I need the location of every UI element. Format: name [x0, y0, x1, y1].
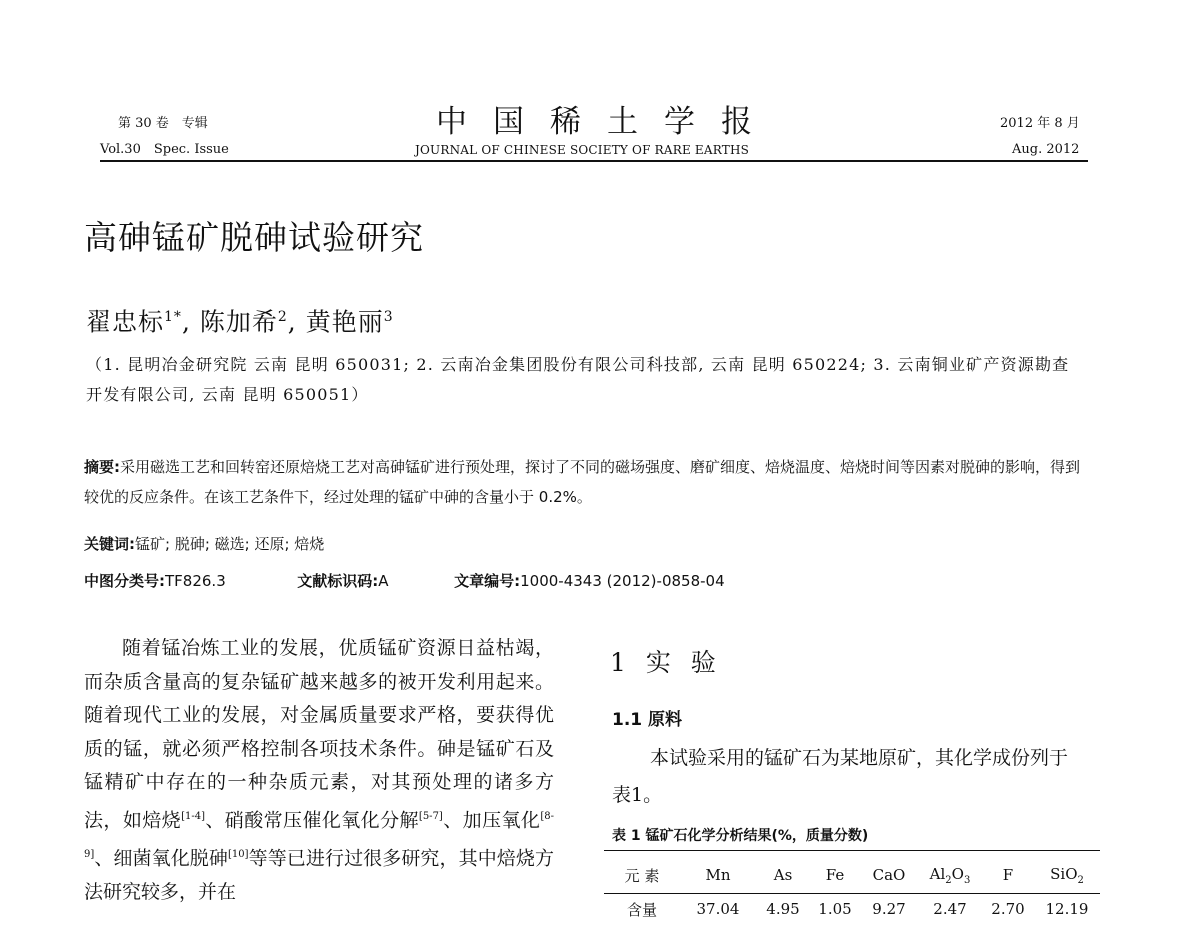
abstract: [84, 452, 1089, 512]
affiliations: （1. 昆明冶金研究院 云南 昆明 650031; 2. 云南冶金集团股份有限公司科技部, 云南 昆明 650224; 3. 云南铜业矿产资源勘查开发有限公司, 云南 昆明 650051）: [86, 355, 1070, 404]
author-affil-mark: 1*: [164, 309, 182, 325]
clc-value: TF826.3: [165, 572, 226, 590]
date-cn: 2012 年 8 月: [1000, 116, 1080, 131]
doc-code-value: A: [378, 572, 389, 590]
header-rule: [100, 160, 1088, 162]
materials-text: 本试验采用的锰矿石为某地原矿，其化学成份列于表1。: [612, 747, 1069, 806]
intro-text: 、加压氧化: [442, 809, 541, 832]
journal-title-cn: 中国稀土学报: [436, 104, 778, 140]
table-header-cell: [1034, 858, 1100, 892]
date-en: Aug. 2012: [1012, 142, 1080, 157]
article-title: 高砷锰矿脱砷试验研究: [84, 218, 424, 257]
author-affil-mark: 2: [277, 309, 288, 325]
author-separator: ,: [181, 307, 200, 337]
intro-paragraph: [84, 632, 554, 909]
table-header-cell: CaO: [872, 866, 906, 884]
article-no-value: 1000-4343 (2012)-0858-04: [520, 572, 725, 590]
journal-title-en: JOURNAL OF CHINESE SOCIETY OF RARE EARTHS: [415, 143, 750, 157]
table-header-cell: 元 素: [624, 866, 660, 885]
volume-cn: 第 30 卷 专辑: [118, 116, 208, 131]
author-separator: ,: [287, 307, 306, 337]
sio2-label: SiO$_2$: [1050, 864, 1084, 886]
table-cell: 37.04: [696, 900, 740, 918]
table-row: [604, 892, 1100, 926]
table-cell: 12.19: [1045, 900, 1089, 918]
table-cell: 1.05: [818, 900, 852, 918]
author-name: 陈加希: [199, 307, 278, 337]
table-header-cell: Mn: [705, 866, 731, 884]
author-name: 黄艳丽: [305, 307, 384, 337]
classification-line: [84, 566, 1089, 596]
al2o3-label: $Al_2O_3$: [929, 864, 971, 886]
table-top-rule: [604, 850, 1100, 851]
intro-text: 、细菌氧化脱砷: [94, 847, 228, 870]
keywords-label: 关键词:: [84, 535, 135, 553]
materials-paragraph: [612, 740, 1084, 814]
intro-text: 等等已进行过很多研究，其中焙烧方法研究较多，并在: [84, 847, 554, 903]
article-no-label: 文章编号:: [454, 572, 521, 590]
table-cell: 4.95: [766, 900, 800, 918]
table-header-cell: Fe: [825, 866, 845, 884]
keywords: [84, 529, 1089, 559]
author-list: [86, 302, 394, 337]
table-row-label: 含量: [626, 900, 657, 919]
citation: [8-9]: [84, 810, 554, 860]
table-cell: 2.70: [991, 900, 1025, 918]
citation: [5-7]: [418, 810, 443, 822]
table-header-cell: F: [1002, 866, 1014, 884]
chem-table: [604, 858, 1100, 926]
citation: [1-4]: [181, 810, 205, 822]
author-name: 翟忠标: [86, 307, 165, 337]
intro-text: 、硝酸常压催化氧化分解: [204, 809, 419, 832]
subsection-heading: 1.1 原料: [612, 710, 683, 730]
section-heading: 1 实 验: [610, 648, 722, 677]
keywords-text: 锰矿; 脱砷; 磁选; 还原; 焙烧: [135, 535, 325, 553]
table-cell: 9.27: [872, 900, 906, 918]
doc-code-label: 文献标识码:: [297, 572, 379, 590]
table-header-cell: As: [773, 866, 793, 884]
clc-label: 中图分类号:: [84, 572, 165, 590]
abstract-label: 摘要:: [84, 458, 120, 476]
table-cell: 2.47: [933, 900, 967, 918]
table-header-row: [604, 858, 1100, 892]
abstract-text: 采用磁选工艺和回转窑还原焙烧工艺对高砷锰矿进行预处理，探讨了不同的磁场强度、磨矿细度、焙烧温度、焙烧时间等因素对脱砷的影响，得到较优的反应条件。在该工艺条件下，经过处理的锰矿中砷的含量小于 0.2%。: [84, 458, 1081, 506]
table-caption: 表 1 锰矿石化学分析结果(%，质量分数): [612, 828, 869, 844]
volume-en: Vol.30 Spec. Issue: [100, 142, 229, 157]
citation: [10]: [228, 848, 249, 860]
author-affil-mark: 3: [383, 309, 394, 325]
intro-text: 随着锰冶炼工业的发展，优质锰矿资源日益枯竭，而杂质含量高的复杂锰矿越来越多的被开发利用起来。随着现代工业的发展，对金属质量要求严格，要获得优质的锰，就必须严格控制各项技术条件。砷是锰矿石及锰精矿中存在的一种杂质元素，对其预处理的诸多方法，如焙烧: [84, 637, 554, 832]
table-header-cell: [918, 858, 982, 892]
